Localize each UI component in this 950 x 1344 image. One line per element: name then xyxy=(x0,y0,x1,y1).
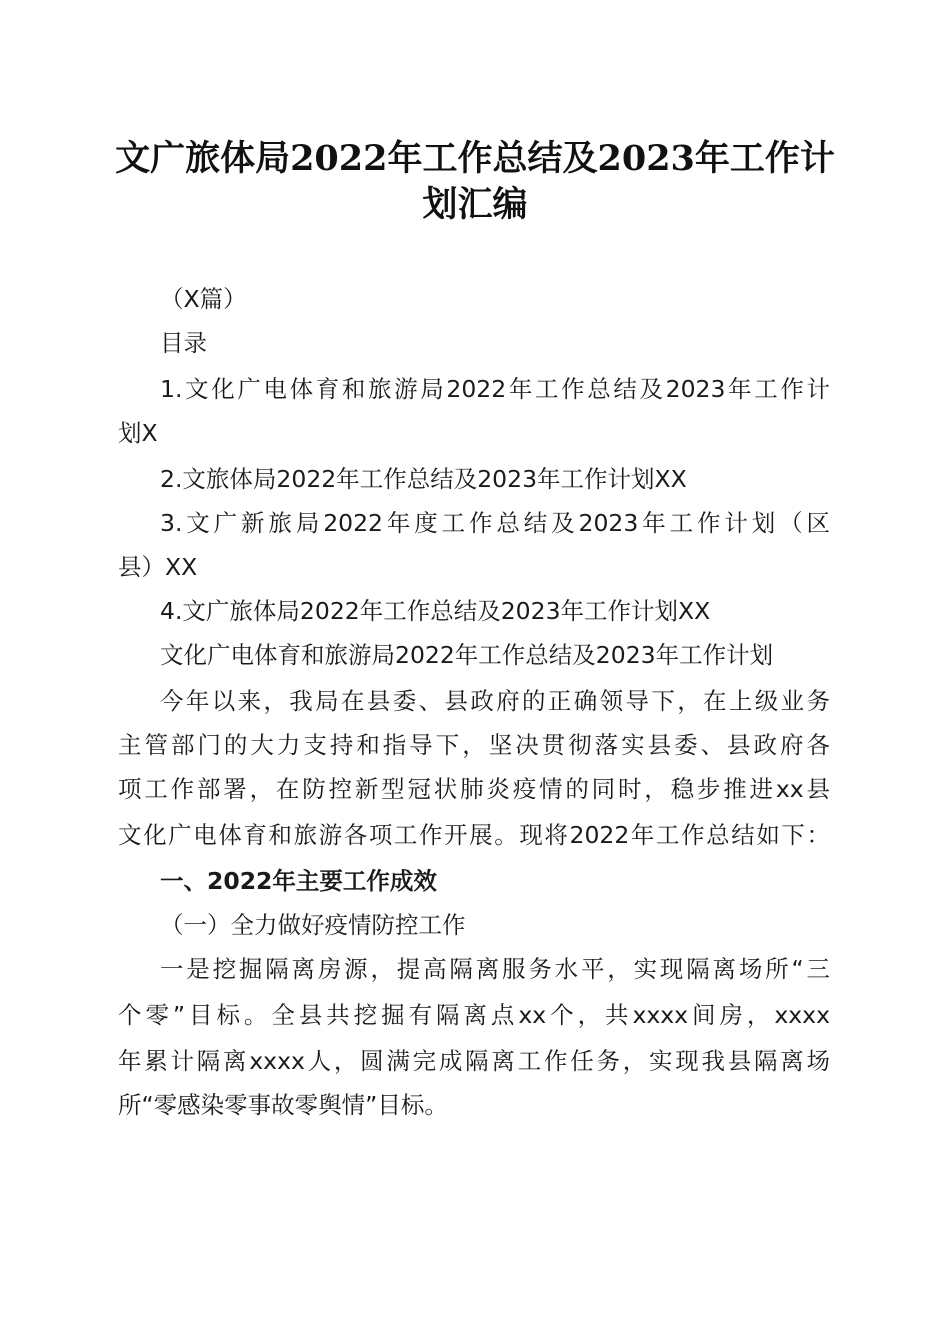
document-title xyxy=(110,136,840,228)
title-line-1: 文广旅体局2022年工作总结及2023年工作计 xyxy=(115,138,835,179)
intro-line-2: 主管部门的大力支持和指导下，坚决贯彻落实县委、县政府各 xyxy=(118,731,830,759)
title-line-2: 划汇编 xyxy=(422,184,528,225)
paragraph-1-line-1: 一是挖掘隔离房源，提高隔离服务水平，实现隔离场所“三 xyxy=(160,955,830,983)
paragraph-1-line-2: 个零”目标。全县共挖掘有隔离点xx个，共xxxx间房，xxxx xyxy=(118,1001,830,1029)
toc-item-2: 2.文旅体局2022年工作总结及2023年工作计划XX xyxy=(160,465,687,493)
article-title: 文化广电体育和旅游局2022年工作总结及2023年工作计划 xyxy=(160,641,774,669)
toc-item-3-line-2: 县）XX xyxy=(118,553,198,581)
paragraph-1-line-3: 年累计隔离xxxx人，圆满完成隔离工作任务，实现我县隔离场 xyxy=(118,1047,830,1075)
subsection-heading-1: （一）全力做好疫情防控工作 xyxy=(160,911,466,939)
paragraph-1-line-4: 所“零感染零事故零舆情”目标。 xyxy=(118,1091,448,1119)
article-count-note: （X篇） xyxy=(160,285,247,313)
toc-item-1-line-1: 1.文化广电体育和旅游局2022年工作总结及2023年工作计 xyxy=(160,375,830,403)
toc-heading: 目录 xyxy=(160,329,207,357)
toc-item-4: 4.文广旅体局2022年工作总结及2023年工作计划XX xyxy=(160,597,711,625)
intro-line-4: 文化广电体育和旅游各项工作开展。现将2022年工作总结如下： xyxy=(118,821,830,849)
section-heading-1: 一、2022年主要工作成效 xyxy=(160,867,437,895)
intro-line-3: 项工作部署，在防控新型冠状肺炎疫情的同时，稳步推进xx县 xyxy=(118,775,830,803)
toc-item-3-line-1: 3.文广新旅局2022年度工作总结及2023年工作计划（区 xyxy=(160,509,830,537)
intro-line-1: 今年以来，我局在县委、县政府的正确领导下，在上级业务 xyxy=(160,687,830,715)
toc-item-1-line-2: 划X xyxy=(118,419,158,447)
